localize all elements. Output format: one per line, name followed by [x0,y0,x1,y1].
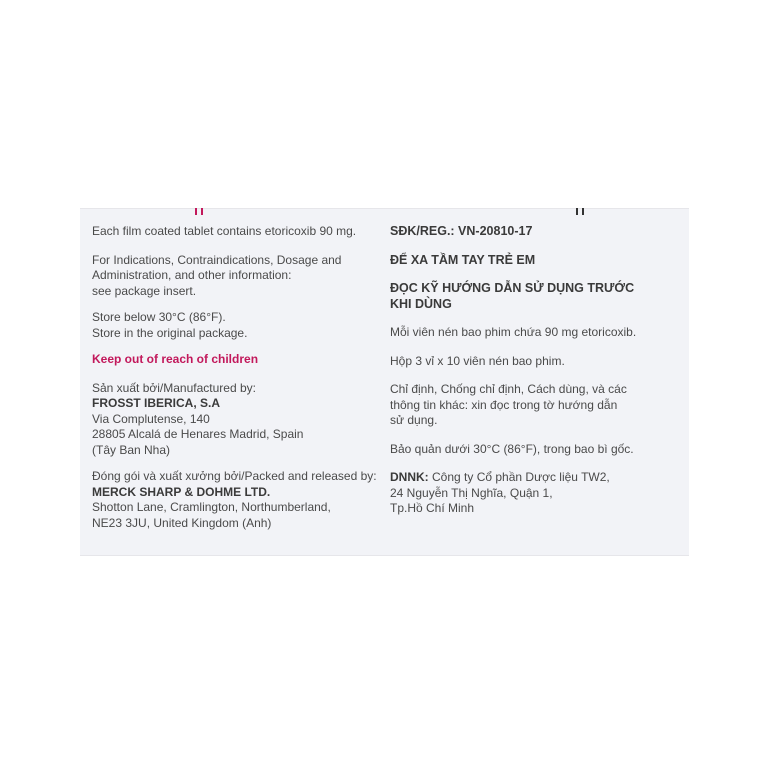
registration-number: SĐK/REG.: VN-20810-17 [390,224,533,238]
indications-text [92,253,377,300]
keep-out-of-reach-warning: Keep out of reach of children [92,352,259,366]
keep-away-heading: ĐỂ XA TẦM TAY TRẺ EM [390,252,536,267]
read-instructions-line: ĐỌC KỸ HƯỚNG DẪN SỬ DỤNG TRƯỚC [390,281,635,295]
storage-line: Store in the original package. [92,325,248,340]
composition-text: Each film coated tablet contains etoricoxib 90 mg. [92,224,357,238]
storage-text [92,310,377,341]
storage-vi-text: Bảo quản dưới 30°C (86°F), trong bao bì gốc. [390,441,634,456]
packer-address-line: Shotton Lane, Cramlington, Northumberland, [92,500,331,514]
pack-vi-text: Hộp 3 vỉ x 10 viên nén bao phim. [390,353,565,368]
indications-line: Administration, and other information: [92,268,292,282]
packer-block [92,469,377,531]
read-instructions-line: KHI DÙNG [390,296,452,311]
importer-block [390,470,680,517]
packer-address-line: NE23 3JU, United Kingdom (Anh) [92,515,272,530]
indications-vi-line: thông tin khác: xin đọc trong tờ hướng dẫn [390,397,618,412]
manufacturer-address-line: 28805 Alcalá de Henares Madrid, Spain [92,427,304,441]
manufacturer-name: FROSST IBERICA, S.A [92,396,221,410]
indications-vi-line: sử dụng. [390,413,438,427]
manufacturer-label: Sản xuất bởi/Manufactured by: [92,380,256,395]
vietnamese-info-column [390,224,680,517]
importer-line: Công ty Cổ phần Dược liệu TW2, [428,470,610,484]
dark-tick-mark [576,208,578,215]
packer-name: MERCK SHARP & DOHME LTD. [92,484,271,499]
indications-vi-line: Chỉ định, Chống chỉ định, Cách dùng, và các [390,382,627,396]
indications-vi-text [390,382,680,429]
manufacturer-block [92,381,377,459]
importer-line: Tp.Hồ Chí Minh [390,501,475,515]
pink-tick-mark [201,208,203,215]
manufacturer-address-line: Via Complutense, 140 [92,411,210,426]
importer-label: DNNK: [390,470,429,484]
english-info-column [92,224,377,531]
storage-line: Store below 30°C (86°F). [92,310,226,324]
composition-vi-text: Mỗi viên nén bao phim chứa 90 mg etoricoxib. [390,325,637,339]
manufacturer-address-line: (Tây Ban Nha) [92,442,171,457]
packer-label: Đóng gói và xuất xưởng bởi/Packed and released by: [92,469,377,483]
pink-tick-mark [195,208,197,215]
read-instructions-heading [390,281,680,312]
indications-line: For Indications, Contraindications, Dosage and [92,252,342,267]
indications-line: see package insert. [92,283,197,298]
importer-line: 24 Nguyễn Thị Nghĩa, Quận 1, [390,485,553,500]
dark-tick-mark [582,208,584,215]
